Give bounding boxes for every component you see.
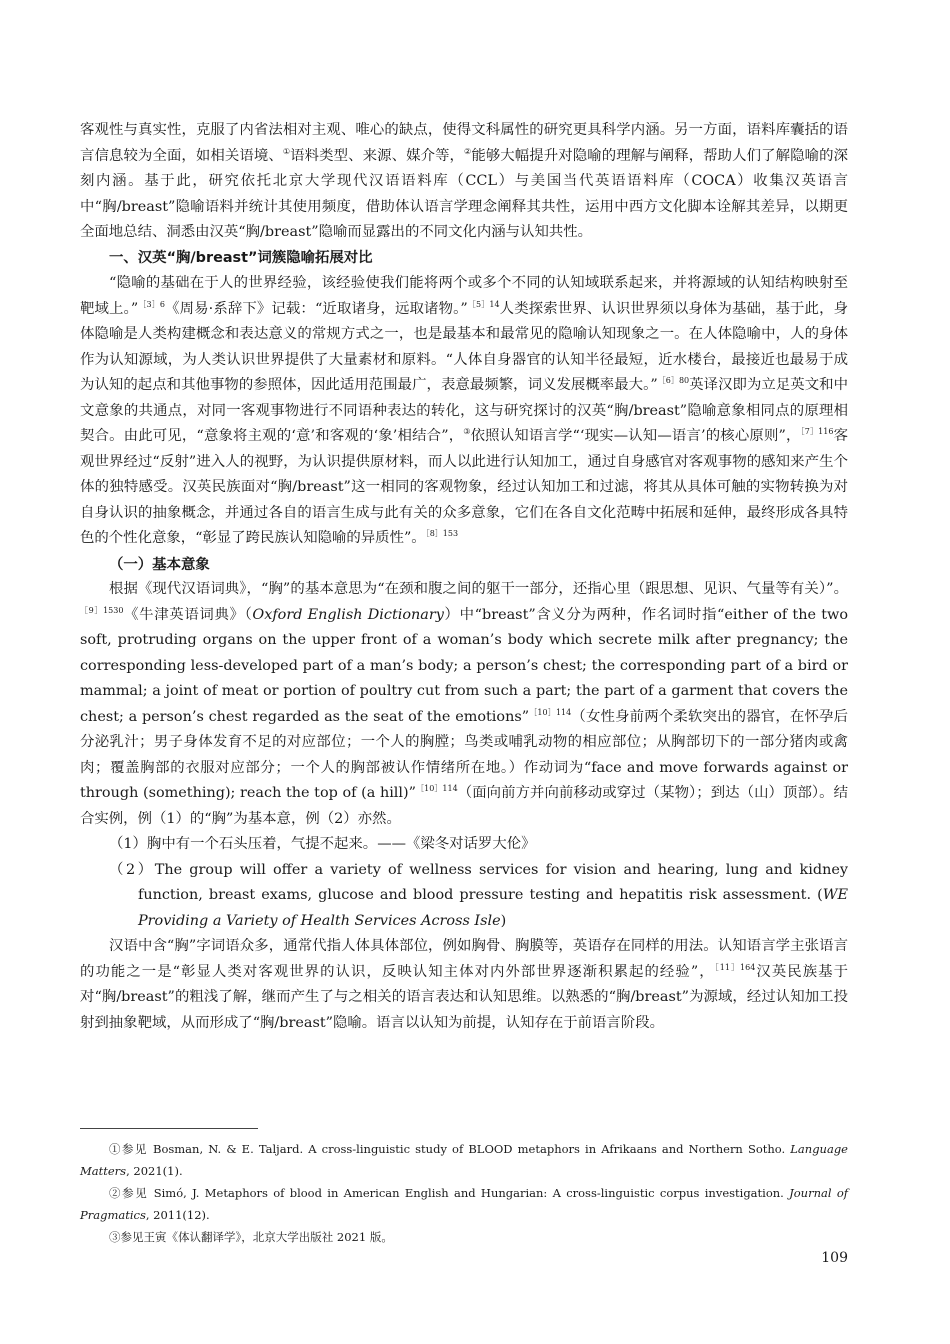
citation: ［10］114 xyxy=(416,784,458,793)
footnote-2: ②参见 Simó, J. Metaphors of blood in American English and Hungarian: A cross-linguistic corpus investigation. Journal of Pragmatics, 2011(12). xyxy=(80,1186,849,1222)
footnote-3: ③参见王寅《体认翻译学》，北京大学出版社 2021 版。 xyxy=(109,1230,393,1244)
example-2: （2）The group will offer a variety of wellness services for vision and hearing, lung and kidney function, breast exams, glucose and blood pressure testing and hepatitis risk assessment. (WE Providing a Variety of Health Services Across Isle) xyxy=(109,861,848,929)
body-paragraph: 根据《现代汉语词典》，“胸”的基本意思为“在颈和腹之间的躯干一部分，还指心里（跟思想、见识、气量等有关）”。$^{[9]1530}$《牛津英语词典》（Oxford English Dictionary）中“breast”含义分为两种，作名词时指“either of the two soft, protruding organs on the upper front of a woman’s body which secrete milk after pregnancy; the corresponding less-developed part of a man’s body; a person’s chest; the corresponding part of a bird or mammal; a joint of meat or portion of poultry cut from such a part; the part of a garment that covers the chest; a person’s chest regarded as the seat of the emotions”$^{[10]114}$（女性身前两个柔软突出的器官，在怀孕后分泌乳汁；男子身体发育不足的对应部位；一个人的胸膛；鸟类或哺乳动物的相应部位；从胸部切下的一部分猪肉或禽肉；覆盖胸部的衣服对应部分；一个人的胸部被认作情绪所在地。）作动词为“face and move forwards against or through (something); reach the top of (a hill)”$^{[10]114}$（面向前方并向前移动或穿过（某物）；到达（山）顶部）。结合实例，例（1）的“胸”为基本意，例（2）亦然。 xyxy=(80,581,849,827)
footnote-marker-2[interactable]: ② xyxy=(464,146,472,156)
footnote-divider xyxy=(80,1128,258,1129)
footnote-marker-1[interactable]: ① xyxy=(282,146,291,156)
citation: ［8］153 xyxy=(425,529,459,538)
intro-paragraph: 客观性与真实性，克服了内省法相对主观、唯心的缺点，使得文科属性的研究更具科学内涵。另一方面，语料库囊括的语言信息较为全面，如相关语境、①语料类型、来源、媒介等，②能够大幅提升对隐喻的理解与阐释，帮助人们了解隐喻的深刻内涵。基于此，研究依托北京大学现代汉语语料库（CCL）与美国当代英语语料库（COCA）收集汉英语言中“胸/breast”隐喻语料并统计其使用频度，借助体认语言学理念阐释其共性，运用中西方文化脚本诠解其差异，以期更全面地总结、洞悉由汉英“胸/breast”隐喻而显露出的不同文化内涵与认知共性。 xyxy=(80,122,848,240)
citation: ［9］1530 xyxy=(80,605,124,615)
example-source: WE Providing a Variety of Health Services Across Isle xyxy=(138,887,848,929)
subsection-heading: （一）基本意象 xyxy=(109,555,210,573)
example-1: （1）胸中有一个石头压着，气提不起来。——《梁冬对话罗大伦》 xyxy=(109,836,536,852)
citation: ［6］80 xyxy=(657,376,690,385)
page-number: 109 xyxy=(821,1250,848,1266)
body-paragraph: 汉语中含“胸”字词语众多，通常代指人体具体部位，例如胸骨、胸膜等，英语存在同样的用法。认知语言学主张语言的功能之一是“彰显人类对客观世界的认识，反映认知主体对内外部世界逐渐积累起的经验”，$^{[11]164}$汉英民族基于对“胸/breast”的粗浅了解，继而产生了与之相关的语言表达和认知思维。以熟悉的“胸/breast”为源域，经过认知加工投射到抽象靶域，从而形成了“胸/breast”隐喻。语言以认知为前提，认知存在于前语言阶段。 xyxy=(80,938,848,1031)
citation: ［3］6 xyxy=(138,299,165,309)
footnote-marker-3[interactable]: ③ xyxy=(463,427,471,436)
citation: ［10］114 xyxy=(529,707,572,717)
citation: ［5］14 xyxy=(467,299,500,309)
section-heading: 一、汉英“胸/breast”词簇隐喻拓展对比 xyxy=(109,249,373,266)
article-body xyxy=(80,118,848,1036)
body-paragraph: “隐喻的基础在于人的世界经验，该经验使我们能将两个或多个不同的认知域联系起来，并将源域的认知结构映射至靶域上。”$^{[3]6}$《周易·系辞下》记载：“近取诸身，远取诸物。”$^{[5]14}$人类探索世界、认识世界须以身体为基础，基于此，身体隐喻是人类构建概念和表达意义的常规方式之一，也是最基本和最常见的隐喻认知现象之一。在人体隐喻中，人的身体作为认知源域，为人类认识世界提供了大量素材和原料。“人体自身器官的认知半径最短，近水楼台，最接近也最易于成为认知的起点和其他事物的参照体，因此适用范围最广，表意最频繁，词义发展概率最大。”$^{[6]80}$英译汉即为立足英文和中文意象的共通点，对同一客观事物进行不同语种表达的转化，这与研究探讨的汉英“胸/breast”隐喻意象相同点的原理相契合。由此可见，“意象将主观的‘意’和客观的‘象’相结合”，③依照认知语言学“‘现实—认知—语言’的核心原则”，$^{[7]116}$客观世界经过“反射”进入人的视野，为认识提供原材料，而人以此进行认知加工，通过自身感官对客观事物的感知来产生个体的独特感受。汉英民族面对“胸/breast”这一相同的客观物象，经过认知加工和过滤，将其从具体可触的实物转换为对自身认识的抽象概念，并通过各自的语言生成与此有关的众多意象，它们在各自文化范畴中拓展和延伸，最终形成各具特色的个性化意象，“彰显了跨民族认知隐喻的异质性”。$^{[8]153}$ xyxy=(80,275,849,546)
citation: ［7］116 xyxy=(800,427,834,436)
footnotes xyxy=(80,1138,848,1248)
footnote-1: ①参见 Bosman, N. & E. Taljard. A cross-linguistic study of BLOOD metaphors in Afrikaans and Northern Sotho. Language Matters, 2021(1). xyxy=(80,1142,848,1178)
dictionary-title: Oxford English Dictionary xyxy=(252,606,444,623)
citation: ［11］164 xyxy=(714,962,756,972)
